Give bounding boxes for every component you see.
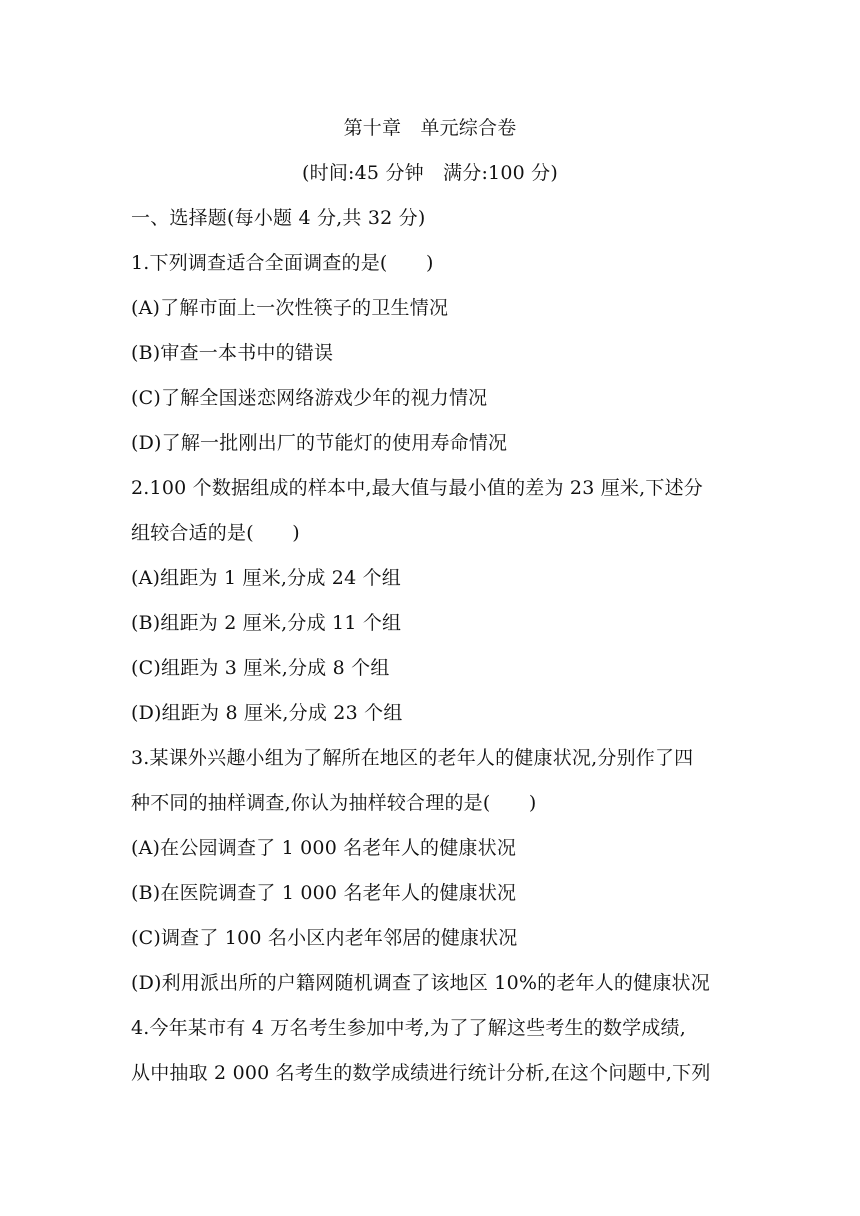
exam-info: (时间:45 分钟 满分:100 分)	[302, 162, 558, 184]
question-1-stem: 1.下列调查适合全面调查的是( )	[131, 252, 434, 274]
question-2-stem-line-1: 2.100 个数据组成的样本中,最大值与最小值的差为 23 厘米,下述分	[131, 477, 703, 499]
question-4-stem-line-2: 从中抽取 2 000 名考生的数学成绩进行统计分析,在这个问题中,下列	[131, 1062, 711, 1084]
page-title: 第十章 单元综合卷	[343, 117, 517, 139]
question-2-stem-line-2: 组较合适的是( )	[131, 522, 300, 544]
question-3-option-c: (C)调查了 100 名小区内老年邻居的健康状况	[131, 927, 518, 949]
question-3-stem-line-1: 3.某课外兴趣小组为了解所在地区的老年人的健康状况,分别作了四	[131, 747, 694, 769]
section-heading: 一、选择题(每小题 4 分,共 32 分)	[131, 207, 426, 229]
question-1-option-b: (B)审查一本书中的错误	[131, 342, 334, 364]
question-1-option-a: (A)了解市面上一次性筷子的卫生情况	[131, 297, 449, 319]
question-2-option-b: (B)组距为 2 厘米,分成 11 个组	[131, 612, 402, 634]
question-3-option-b: (B)在医院调查了 1 000 名老年人的健康状况	[131, 882, 517, 904]
question-3-option-a: (A)在公园调查了 1 000 名老年人的健康状况	[131, 837, 517, 859]
question-1-option-d: (D)了解一批刚出厂的节能灯的使用寿命情况	[131, 432, 508, 454]
question-1-option-c: (C)了解全国迷恋网络游戏少年的视力情况	[131, 387, 488, 409]
question-2-option-c: (C)组距为 3 厘米,分成 8 个组	[131, 657, 390, 679]
question-3-option-d: (D)利用派出所的户籍网随机调查了该地区 10%的老年人的健康状况	[131, 972, 710, 994]
question-2-option-a: (A)组距为 1 厘米,分成 24 个组	[131, 567, 402, 589]
question-3-stem-line-2: 种不同的抽样调查,你认为抽样较合理的是( )	[131, 792, 537, 814]
question-2-option-d: (D)组距为 8 厘米,分成 23 个组	[131, 702, 403, 724]
question-4-stem-line-1: 4.今年某市有 4 万名考生参加中考,为了了解这些考生的数学成绩,	[131, 1017, 686, 1039]
